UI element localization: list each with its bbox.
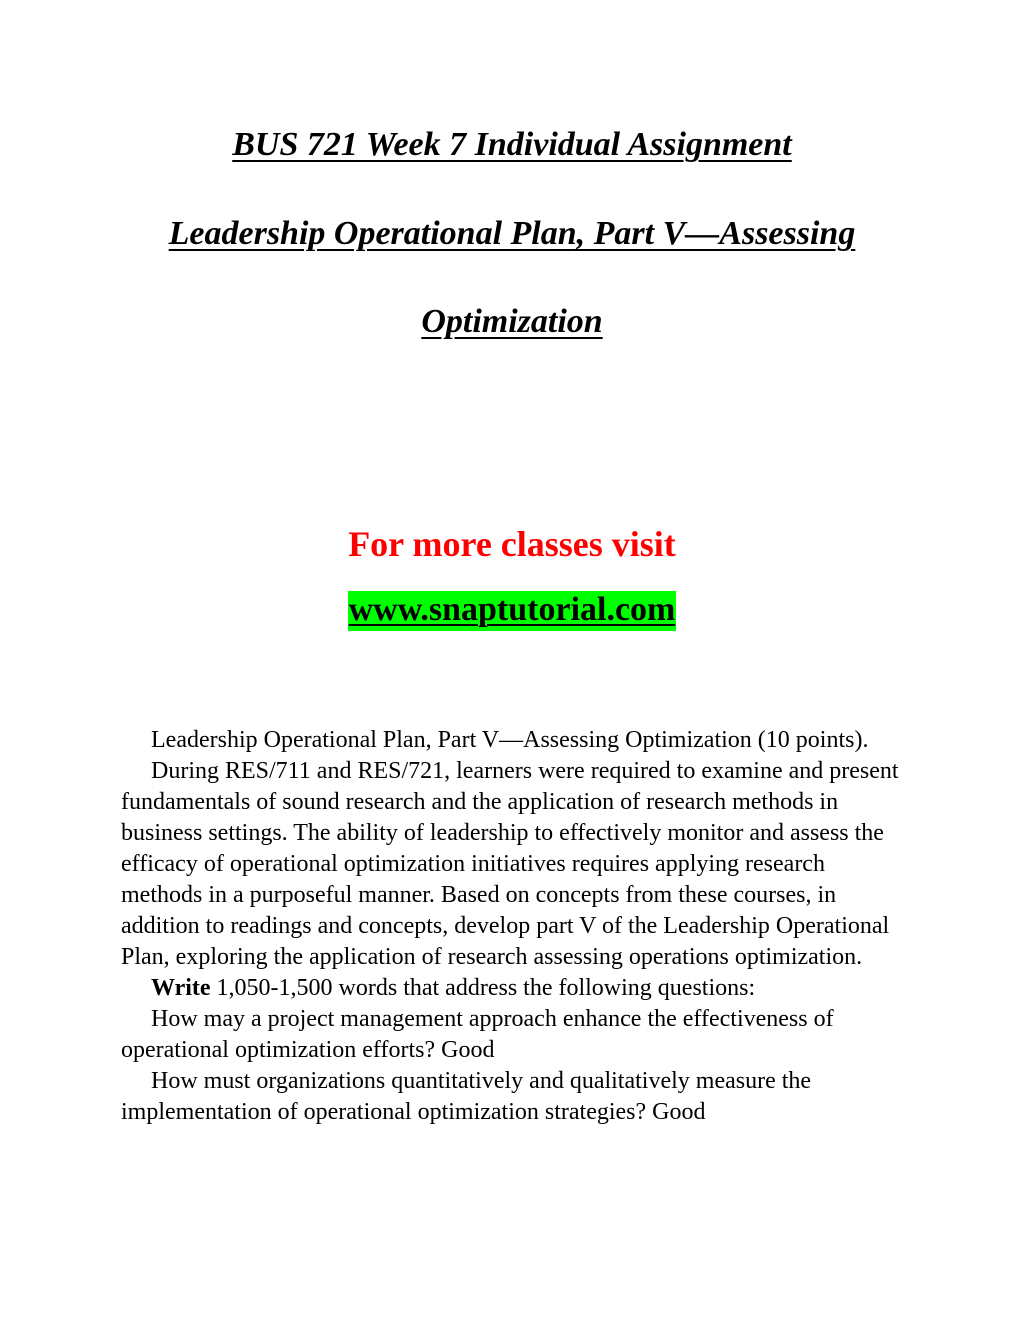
document-title-line-2: Leadership Operational Plan, Part V—Assessing [168,215,856,252]
promo-link-container [0,588,1024,632]
document-title-line-3: Optimization [421,303,603,340]
write-keyword: Write [151,975,211,1001]
paragraph-intro: Leadership Operational Plan, Part V—Assessing Optimization (10 points). [151,727,869,753]
document-title-line-1: BUS 721 Week 7 Individual Assignment [232,126,792,163]
promo-link[interactable]: www.snaptutorial.com [348,591,677,631]
paragraph-question-1: How may a project management approach enhance the effectiveness of operational optimization efforts? Good [121,1006,834,1063]
assignment-body [121,725,911,1128]
paragraph-write-instruction: Write 1,050-1,500 words that address the following questions: [151,975,756,1001]
promo-heading: For more classes visit [348,524,676,564]
paragraph-question-2: How must organizations quantitatively and qualitatively measure the implementation of operational optimization strategies? Good [121,1068,812,1125]
paragraph-description: During RES/711 and RES/721, learners were required to examine and present fundamentals of sound research and the application of research methods in business settings. The ability of leadership to effectively monitor and assess the efficacy of operational optimization initiatives requires applying research methods in a purposeful manner. Based on concepts from these courses, in addition to readings and concepts, develop part V of the Leadership Operational Plan, exploring the application of research assessing operations optimization. [121,758,899,970]
